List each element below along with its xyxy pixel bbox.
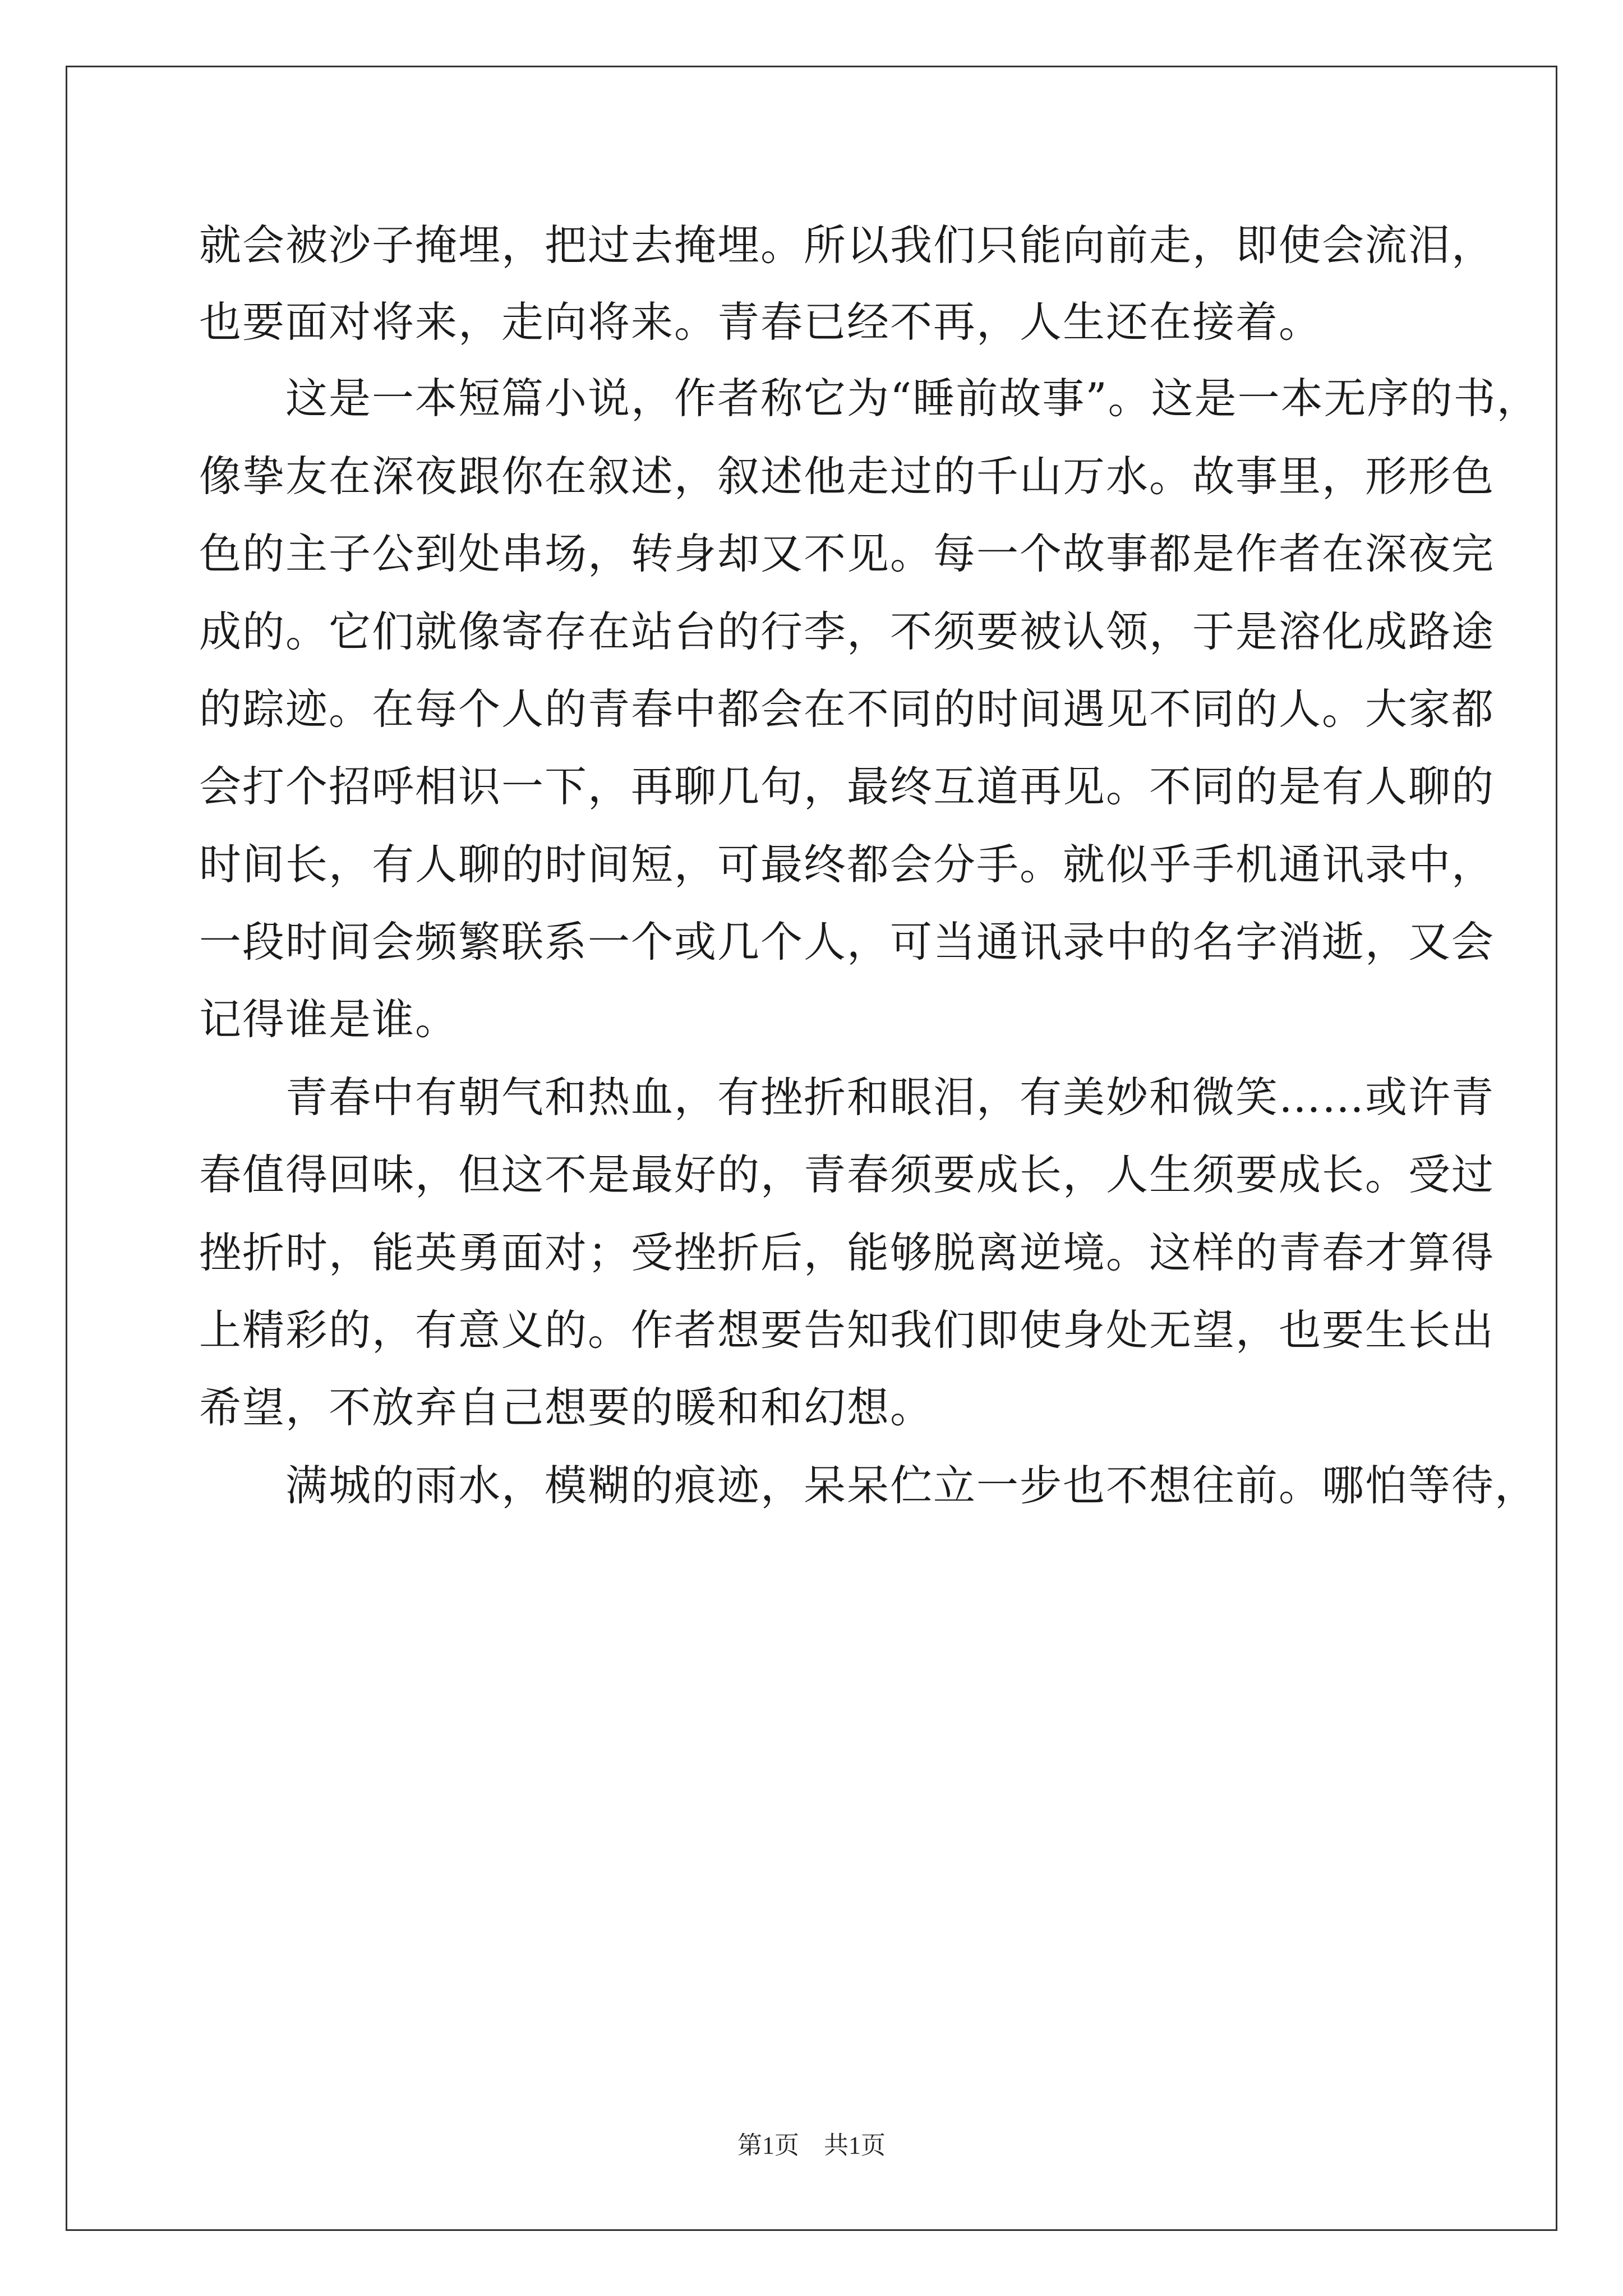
text-line: 时间长，有人聊的时间短，可最终都会分手。就似乎手机通讯录中， bbox=[199, 840, 1495, 889]
text-line: 上精彩的，有意义的。作者想要告知我们即使身处无望，也要生长出 bbox=[199, 1305, 1495, 1355]
text-line: 一段时间会频繁联系一个或几个人，可当通讯录中的名字消逝，又会 bbox=[199, 917, 1495, 967]
text-line: 的踪迹。在每个人的青春中都会在不同的时间遇见不同的人。大家都 bbox=[199, 684, 1495, 734]
text-line: 春值得回味，但这不是最好的，青春须要成长，人生须要成长。受过 bbox=[199, 1150, 1495, 1199]
text-line: 像挚友在深夜跟你在叙述，叙述他走过的千山万水。故事里，形形色 bbox=[199, 452, 1495, 501]
text-line: 希望，不放弃自己想要的暖和和幻想。 bbox=[199, 1383, 934, 1432]
text-line: 也要面对将来，走向将来。青春已经不再，人生还在接着。 bbox=[199, 297, 1322, 347]
text-line: 会打个招呼相识一下，再聊几句，最终互道再见。不同的是有人聊的 bbox=[199, 762, 1495, 811]
text-line: 成的。它们就像寄存在站台的行李，不须要被认领，于是溶化成路途 bbox=[199, 607, 1495, 656]
paragraph-start-line: 满城的雨水，模糊的痕迹，呆呆伫立一步也不想往前。哪怕等待， bbox=[199, 1461, 1538, 1510]
paragraph-start-line: 这是一本短篇小说，作者称它为“睡前故事”。这是一本无序的书， bbox=[199, 374, 1540, 423]
paragraph-start-line: 青春中有朝气和热血，有挫折和眼泪，有美妙和微笑……或许青 bbox=[199, 1073, 1495, 1122]
text-line: 挫折时，能英勇面对；受挫折后，能够脱离逆境。这样的青春才算得 bbox=[199, 1228, 1495, 1277]
text-line: 记得谁是谁。 bbox=[199, 995, 459, 1044]
page-number-footer: 第1页 共1页 bbox=[737, 2132, 886, 2159]
text-line: 色的主子公到处串场，转身却又不见。每一个故事都是作者在深夜完 bbox=[199, 529, 1495, 578]
text-line: 就会被沙子掩埋，把过去掩埋。所以我们只能向前走，即使会流泪， bbox=[199, 220, 1495, 270]
